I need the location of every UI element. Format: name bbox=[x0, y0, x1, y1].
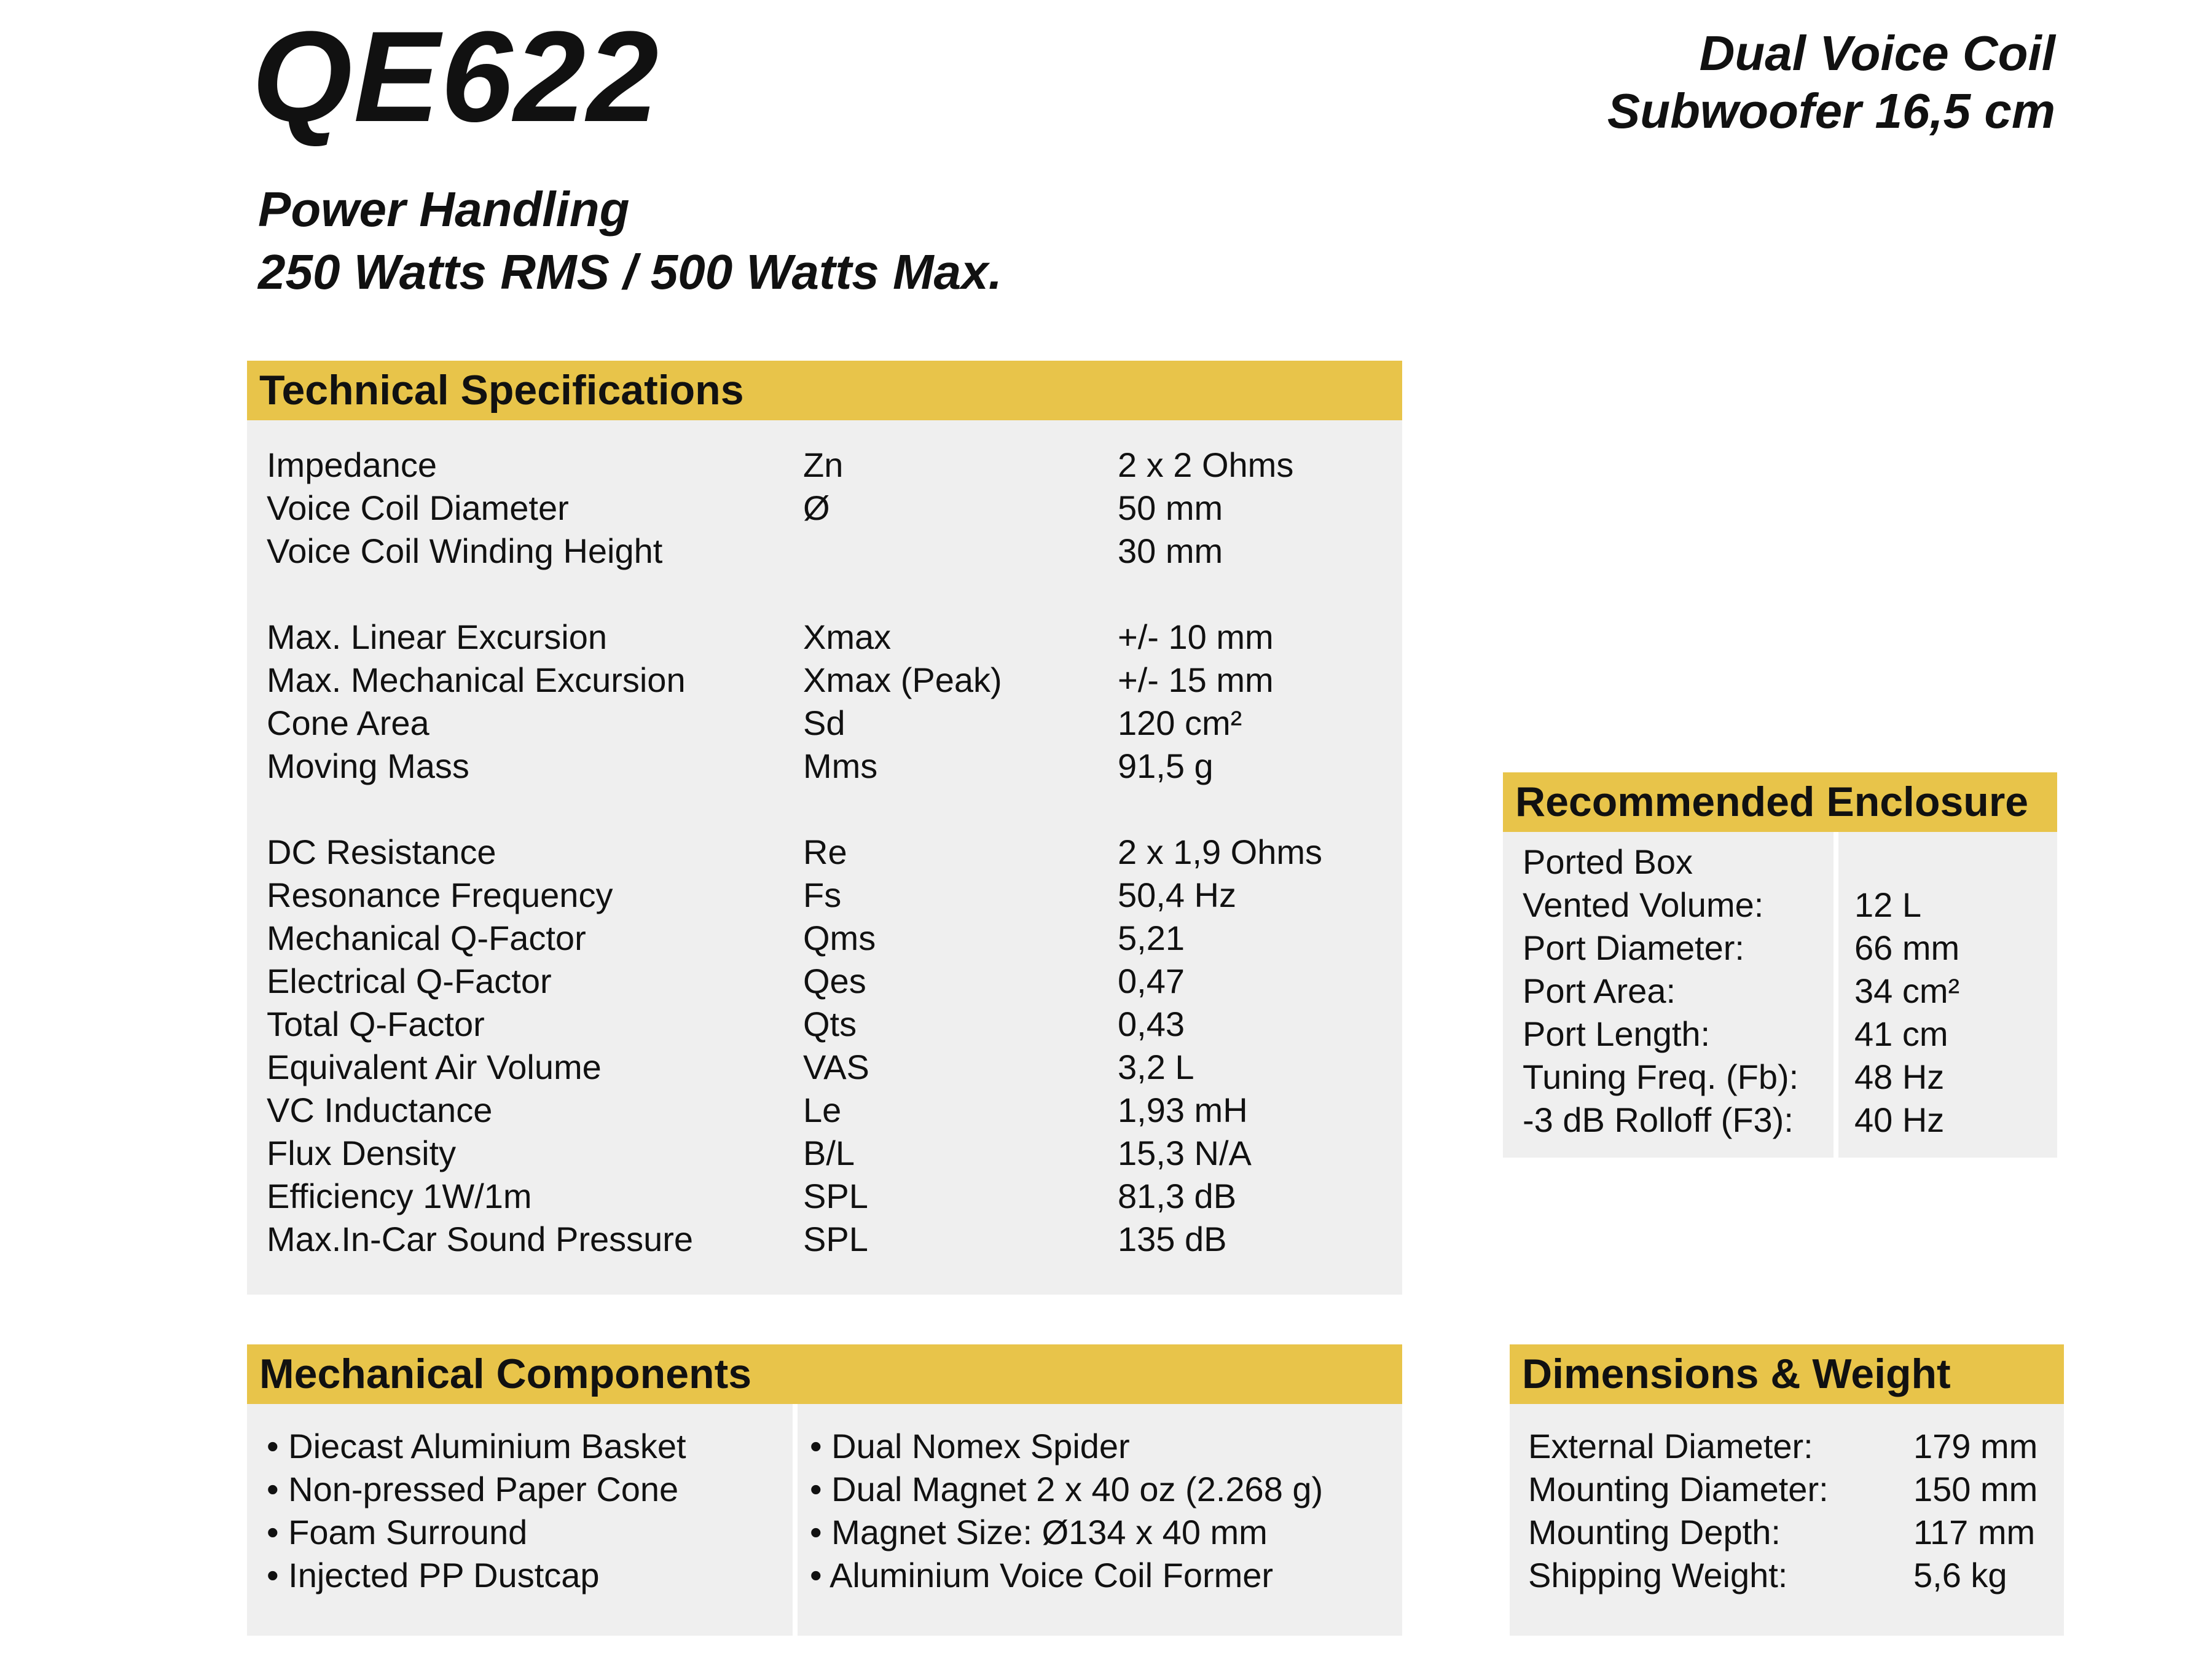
enclosure-row-value bbox=[1854, 1013, 2057, 1056]
enclosure-row-label bbox=[1523, 1056, 1834, 1099]
spec-value: 50,4 Hz bbox=[1118, 876, 1236, 914]
dimension-row bbox=[1528, 1554, 2064, 1597]
spec-row bbox=[267, 1218, 1402, 1261]
enclosure-row-value bbox=[1854, 1099, 2057, 1142]
spec-row bbox=[267, 874, 1402, 917]
spec-symbol: Qms bbox=[803, 919, 876, 957]
enclosure-values bbox=[1838, 832, 2057, 1158]
enclosure-row-label bbox=[1523, 970, 1834, 1013]
subtitle-line-1: Dual Voice Coil bbox=[1699, 26, 2055, 80]
enclosure-row-label bbox=[1523, 927, 1834, 970]
mechanical-components-panel bbox=[247, 1344, 1402, 1636]
spec-name: Max.In-Car Sound Pressure bbox=[267, 1220, 694, 1258]
spec-value: 0,43 bbox=[1118, 1005, 1185, 1043]
enclosure-type bbox=[1523, 841, 1834, 884]
enclosure-type-label: Ported Box bbox=[1523, 842, 1693, 881]
spec-row bbox=[267, 745, 1402, 788]
spec-symbol: Xmax (Peak) bbox=[803, 661, 1002, 699]
component-item bbox=[810, 1468, 1402, 1511]
enclosure-row-label bbox=[1523, 884, 1834, 927]
enclosure-value: 41 cm bbox=[1854, 1014, 1948, 1053]
enclosure-row-value bbox=[1854, 970, 2057, 1013]
component-text: • Foam Surround bbox=[267, 1513, 528, 1551]
enclosure-label: -3 dB Rolloff (F3): bbox=[1523, 1100, 1794, 1139]
spec-row bbox=[267, 1003, 1402, 1046]
spec-symbol bbox=[803, 530, 1118, 573]
model-title: QE622 bbox=[252, 4, 660, 149]
dimensions-weight-title: Dimensions & Weight bbox=[1510, 1344, 2064, 1404]
spec-name: Max. Mechanical Excursion bbox=[267, 661, 686, 699]
spec-name: Resonance Frequency bbox=[267, 876, 613, 914]
enclosure-row-value bbox=[1854, 927, 2057, 970]
recommended-enclosure-title: Recommended Enclosure bbox=[1503, 772, 2057, 832]
mechanical-components-column-1 bbox=[247, 1404, 793, 1636]
component-text: • Non-pressed Paper Cone bbox=[267, 1470, 679, 1508]
dimension-row bbox=[1528, 1511, 2064, 1554]
component-text: • Dual Nomex Spider bbox=[810, 1427, 1130, 1465]
spec-name: Voice Coil Diameter bbox=[267, 488, 569, 527]
spec-row bbox=[267, 1132, 1402, 1175]
dimension-value: 5,6 kg bbox=[1913, 1556, 2007, 1594]
component-text: • Injected PP Dustcap bbox=[267, 1556, 600, 1594]
spec-symbol: Sd bbox=[803, 704, 845, 742]
recommended-enclosure-panel bbox=[1503, 772, 2057, 1158]
spec-symbol: B/L bbox=[803, 1134, 855, 1172]
spec-row bbox=[267, 917, 1402, 960]
enclosure-label: Vented Volume: bbox=[1523, 885, 1764, 924]
spec-value: 15,3 N/A bbox=[1118, 1134, 1252, 1172]
dimension-label: Shipping Weight: bbox=[1528, 1556, 1788, 1594]
enclosure-value: 40 Hz bbox=[1854, 1100, 1945, 1139]
enclosure-value: 66 mm bbox=[1854, 928, 1960, 967]
dimension-label: Mounting Depth: bbox=[1528, 1513, 1781, 1551]
spec-value: 30 mm bbox=[1118, 531, 1223, 570]
mechanical-components-title: Mechanical Components bbox=[247, 1344, 1402, 1404]
enclosure-value: 34 cm² bbox=[1854, 971, 1960, 1010]
spec-symbol: VAS bbox=[803, 1048, 869, 1086]
spec-name: Total Q-Factor bbox=[267, 1005, 485, 1043]
spec-name: Mechanical Q-Factor bbox=[267, 919, 586, 957]
dimension-value: 150 mm bbox=[1913, 1470, 2038, 1508]
spec-value: +/- 15 mm bbox=[1118, 661, 1274, 699]
group-spacer bbox=[267, 788, 1402, 831]
enclosure-label: Port Diameter: bbox=[1523, 928, 1744, 967]
spec-symbol: Fs bbox=[803, 876, 842, 914]
power-handling bbox=[258, 178, 1002, 304]
enclosure-row-value bbox=[1854, 884, 2057, 927]
spec-symbol: Ø bbox=[803, 488, 830, 527]
spec-name: Electrical Q-Factor bbox=[267, 962, 552, 1000]
power-handling-value: 250 Watts RMS / 500 Watts Max. bbox=[258, 245, 1002, 299]
spec-name: Max. Linear Excursion bbox=[267, 618, 608, 656]
component-item bbox=[267, 1511, 793, 1554]
component-item bbox=[267, 1554, 793, 1597]
spec-row bbox=[267, 530, 1402, 573]
column-divider bbox=[793, 1404, 798, 1636]
spec-symbol: Mms bbox=[803, 747, 878, 785]
dimension-label: Mounting Diameter: bbox=[1528, 1470, 1829, 1508]
spec-value: 50 mm bbox=[1118, 488, 1223, 527]
spec-row bbox=[267, 616, 1402, 659]
technical-specifications-panel bbox=[247, 361, 1402, 1295]
spec-value: 91,5 g bbox=[1118, 747, 1214, 785]
power-handling-label: Power Handling bbox=[258, 182, 630, 237]
component-text: • Diecast Aluminium Basket bbox=[267, 1427, 686, 1465]
spec-name: Equivalent Air Volume bbox=[267, 1048, 602, 1086]
spec-name: Cone Area bbox=[267, 704, 429, 742]
spec-symbol: SPL bbox=[803, 1220, 868, 1258]
enclosure-row-label bbox=[1523, 1013, 1834, 1056]
spec-value: 5,21 bbox=[1118, 919, 1185, 957]
dimension-row bbox=[1528, 1468, 2064, 1511]
spec-row bbox=[267, 1175, 1402, 1218]
spec-row bbox=[267, 702, 1402, 745]
spec-row bbox=[267, 444, 1402, 487]
component-text: • Magnet Size: Ø134 x 40 mm bbox=[810, 1513, 1268, 1551]
enclosure-row-value bbox=[1854, 1056, 2057, 1099]
technical-specifications-title: Technical Specifications bbox=[247, 361, 1402, 420]
product-subtitle bbox=[1318, 25, 2055, 140]
component-item bbox=[267, 1425, 793, 1468]
technical-specifications-list bbox=[247, 420, 1402, 1261]
enclosure-label: Port Area: bbox=[1523, 971, 1676, 1010]
enclosure-value: 48 Hz bbox=[1854, 1057, 1945, 1096]
spec-name: VC Inductance bbox=[267, 1091, 493, 1129]
spec-value: 3,2 L bbox=[1118, 1048, 1194, 1086]
spec-value: 2 x 2 Ohms bbox=[1118, 445, 1294, 484]
spec-row bbox=[267, 1089, 1402, 1132]
dimensions-weight-list bbox=[1510, 1404, 2064, 1597]
spec-symbol: SPL bbox=[803, 1177, 868, 1215]
spec-name: Flux Density bbox=[267, 1134, 457, 1172]
dimension-label: External Diameter: bbox=[1528, 1427, 1813, 1465]
spec-row bbox=[267, 487, 1402, 530]
enclosure-label: Port Length: bbox=[1523, 1014, 1711, 1053]
enclosure-label: Tuning Freq. (Fb): bbox=[1523, 1057, 1799, 1096]
spec-value: 81,3 dB bbox=[1118, 1177, 1237, 1215]
subtitle-line-2: Subwoofer 16,5 cm bbox=[1607, 84, 2055, 138]
spec-name: Moving Mass bbox=[267, 747, 469, 785]
dimension-row bbox=[1528, 1425, 2064, 1468]
component-item bbox=[810, 1554, 1402, 1597]
spec-row bbox=[267, 659, 1402, 702]
component-text: • Aluminium Voice Coil Former bbox=[810, 1556, 1274, 1594]
spec-name: Impedance bbox=[267, 445, 437, 484]
spec-row bbox=[267, 1046, 1402, 1089]
group-spacer bbox=[267, 573, 1402, 616]
enclosure-value: 12 L bbox=[1854, 885, 1921, 924]
dimension-value: 117 mm bbox=[1913, 1513, 2036, 1551]
spec-name: DC Resistance bbox=[267, 833, 496, 871]
component-text: • Dual Magnet 2 x 40 oz (2.268 g) bbox=[810, 1470, 1324, 1508]
spec-name: Voice Coil Winding Height bbox=[267, 531, 663, 570]
spec-value: +/- 10 mm bbox=[1118, 618, 1274, 656]
enclosure-row-label bbox=[1523, 1099, 1834, 1142]
dimension-value: 179 mm bbox=[1913, 1427, 2038, 1465]
spec-symbol: Re bbox=[803, 833, 847, 871]
spec-row bbox=[267, 831, 1402, 874]
spec-symbol: Le bbox=[803, 1091, 842, 1129]
spec-symbol: Qts bbox=[803, 1005, 857, 1043]
component-item bbox=[267, 1468, 793, 1511]
component-item bbox=[810, 1425, 1402, 1468]
spec-value: 2 x 1,9 Ohms bbox=[1118, 833, 1323, 871]
component-item bbox=[810, 1511, 1402, 1554]
dimensions-weight-panel bbox=[1510, 1344, 2064, 1636]
column-divider bbox=[1834, 832, 1838, 1158]
spec-value: 1,93 mH bbox=[1118, 1091, 1248, 1129]
mechanical-components-column-2 bbox=[798, 1404, 1402, 1636]
spec-symbol: Zn bbox=[803, 445, 844, 484]
spec-symbol: Xmax bbox=[803, 618, 892, 656]
spec-value: 120 cm² bbox=[1118, 704, 1242, 742]
spec-symbol: Qes bbox=[803, 962, 866, 1000]
spec-value: 135 dB bbox=[1118, 1220, 1227, 1258]
enclosure-labels bbox=[1503, 832, 1834, 1158]
spec-row bbox=[267, 960, 1402, 1003]
spec-value: 0,47 bbox=[1118, 962, 1185, 1000]
spec-name: Efficiency 1W/1m bbox=[267, 1177, 532, 1215]
